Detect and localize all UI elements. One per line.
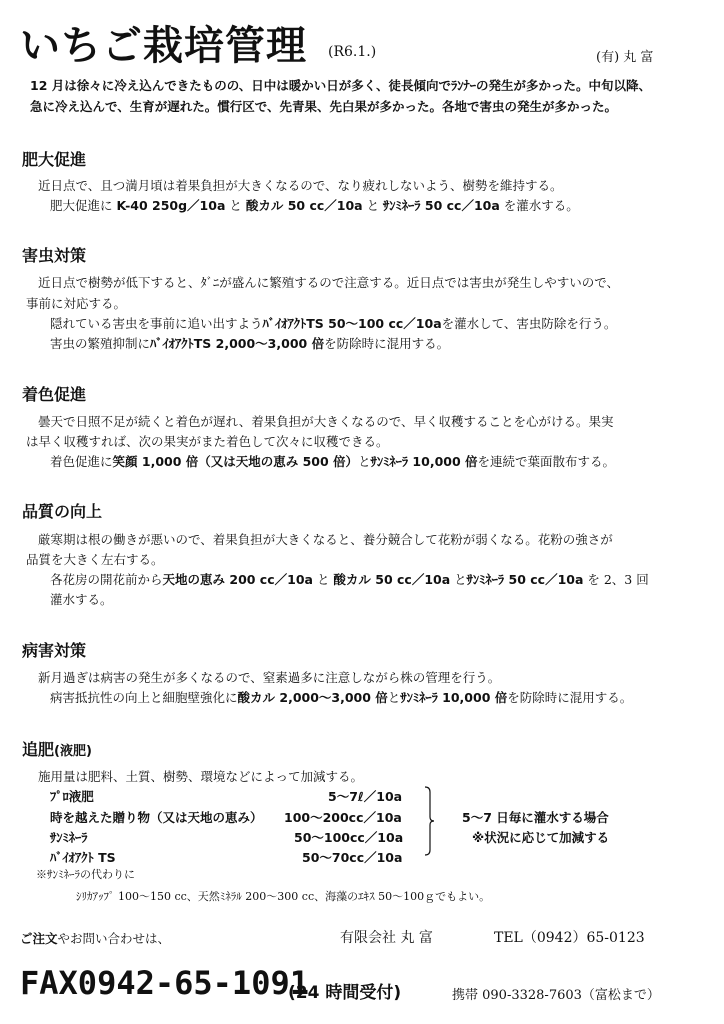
text-run: と: [225, 198, 246, 213]
fertilizer-name-1: ﾌﾟﾛ液肥: [50, 789, 94, 804]
text-run: 害虫の繁殖抑制に: [50, 336, 151, 351]
bold-product-text: ｻﾝﾐﾈｰﾗ 50 cc／10a: [466, 572, 584, 587]
bold-product-text: ｻﾝﾐﾈｰﾗ 10,000 倍: [370, 454, 478, 469]
issue-date: (R6.1.): [328, 44, 377, 60]
tsuihi-alt-text: ｼﾘｶｱｯﾌﾟ 100～150 cc、天然ﾐﾈﾗﾙ 200～300 cc、海藻のｴｷｽ 50～100ｇでもよい。: [76, 890, 491, 903]
gaichu-paragraph-2: 事前に対応する。: [26, 296, 127, 311]
bold-product-text: ｻﾝﾐﾈｰﾗ 10,000 倍: [400, 690, 508, 705]
page-title: いちご栽培管理: [20, 23, 307, 69]
right-brace: [424, 786, 434, 856]
fertilizer-name-2: 時を越えた贈り物（又は天地の恵み）: [50, 810, 263, 825]
mobile-number: 携帯 090-3328-7603（富松まで）: [452, 988, 660, 1003]
text-run: 肥大促進に: [50, 198, 117, 213]
gaichu-paragraph-1: 近日点で樹勢が低下すると、ﾀﾞﾆが盛んに繁殖するので注意する。近日点では害虫が発生しやすいので、: [38, 275, 620, 290]
order-rest: やお問い合わせは、: [57, 931, 171, 946]
text-run: と: [358, 454, 371, 469]
hidai-paragraph-2: [50, 196, 579, 214]
bold-product-text: 酸カル 50 cc／10a: [245, 198, 363, 213]
section-heading-hinshitsu: 品質の向上: [22, 502, 103, 521]
phone-number: TEL（0942）65-0123: [494, 930, 645, 946]
company-name: 有限会社 丸 富: [340, 930, 433, 946]
bold-product-text: ﾊﾞｲｵｱｸﾄTS 2,000～3,000 倍: [150, 336, 325, 351]
section-heading-tsuihi: [22, 737, 92, 760]
fax-number: FAX0942-65-1091: [20, 964, 309, 1002]
chakushoku-paragraph-1: 曇天で日照不足が続くと着色が遅れ、着果負担が大きくなるので、早く収穫することを心がける。果実: [38, 414, 614, 429]
text-run: と: [450, 572, 467, 587]
text-run: を 2、3 回: [583, 572, 649, 587]
intro-line-2: 急に冷え込んで、生育が遅れた。慣行区で、先青果、先白果が多かった。各地で害虫の発生が多かった。: [30, 99, 618, 114]
fertilizer-name-3: ｻﾝﾐﾈｰﾗ: [50, 830, 88, 845]
bold-product-text: 酸カル 50 cc／10a: [333, 572, 451, 587]
chakushoku-paragraph-3: [50, 452, 615, 470]
bold-product-text: ﾊﾞｲｵｱｸﾄTS 50～100 cc／10a: [262, 316, 442, 331]
fax-hours-note: (24 時間受付): [288, 983, 402, 1003]
text-run: を連続で葉面散布する。: [477, 454, 616, 469]
text-run: を灌水して、害虫防除を行う。: [441, 316, 617, 331]
order-inquiry-text: [20, 929, 170, 947]
bold-product-text: ｻﾝﾐﾈｰﾗ 50 cc／10a: [383, 198, 500, 213]
bold-product-text: K-40 250g／10a: [116, 198, 226, 213]
fertilizer-amount-2: 100～200cc／10a: [284, 810, 402, 825]
text-run: 隠れている害虫を事前に追い出すよう: [50, 316, 263, 331]
hinshitsu-paragraph-4: 灌水する。: [50, 592, 113, 607]
text-run: 着色促進に: [50, 454, 113, 469]
section-heading-hidai: 肥大促進: [22, 150, 87, 169]
tsuihi-title: 追肥: [22, 740, 55, 759]
order-label: ご注文: [20, 931, 58, 946]
hidai-paragraph-1: 近日点で、且つ満月頃は着果負担が大きくなるので、なり疲れしないよう、樹勢を維持する。: [38, 178, 563, 193]
gaichu-paragraph-3: [50, 314, 616, 332]
publisher-name: (有) 丸 富: [596, 50, 654, 65]
text-run: 各花房の開花前から: [50, 572, 163, 587]
section-heading-chakushoku: 着色促進: [22, 385, 87, 404]
tsuihi-title-sub: (液肥): [54, 744, 92, 759]
chakushoku-paragraph-2: は早く収穫すれば、次の果実がまた着色して次々に収穫できる。: [26, 434, 389, 449]
fertilizer-amount-3: 50～100cc／10a: [294, 830, 404, 845]
intro-line-1: 12 月は徐々に冷え込んできたものの、日中は暖かい日が多く、徒長傾向でﾗﾝﾅｰの発生が多かった。中旬以降、: [30, 78, 651, 93]
bold-product-text: 酸カル 2,000～3,000 倍: [237, 690, 388, 705]
section-heading-byogai: 病害対策: [22, 641, 87, 660]
bold-product-text: 笑顔 1,000 倍（又は天地の恵み 500 倍）: [112, 454, 359, 469]
tsuihi-note-2: ※状況に応じて加減する: [472, 830, 610, 845]
text-run: を防除時に混用する。: [507, 690, 633, 705]
fertilizer-amount-1: 5～7ℓ／10a: [328, 789, 403, 804]
tsuihi-alt-label: ※ｻﾝﾐﾈｰﾗの代わりに: [36, 868, 135, 881]
bold-product-text: 天地の恵み 200 cc／10a: [162, 572, 313, 587]
hinshitsu-paragraph-1: 厳寒期は根の働きが悪いので、着果負担が大きくなると、養分競合して花粉が弱くなる。花粉の強さが: [38, 532, 613, 547]
text-run: を防除時に混用する。: [324, 336, 450, 351]
text-run: 病害抵抗性の向上と細胞壁強化に: [50, 690, 238, 705]
gaichu-paragraph-4: [50, 334, 449, 352]
hinshitsu-paragraph-3: [50, 570, 649, 588]
byogai-paragraph-1: 新月過ぎは病害の発生が多くなるので、窒素過多に注意しながら株の管理を行う。: [38, 670, 501, 685]
tsuihi-paragraph-1: 施用量は肥料、土質、樹勢、環境などによって加減する。: [38, 769, 364, 784]
byogai-paragraph-2: [50, 688, 632, 706]
hinshitsu-paragraph-2: 品質を大きく左右する。: [26, 552, 164, 567]
fertilizer-amount-4: 50～70cc／10a: [302, 850, 403, 865]
fertilizer-name-4: ﾊﾞｲｵｱｸﾄ TS: [50, 850, 116, 865]
text-run: と: [387, 690, 401, 705]
text-run: を灌水する。: [499, 198, 579, 213]
section-heading-gaichu: 害虫対策: [22, 246, 87, 265]
tsuihi-note-1: 5～7 日毎に灌水する場合: [462, 810, 609, 825]
text-run: と: [362, 198, 384, 213]
text-run: と: [312, 572, 334, 587]
